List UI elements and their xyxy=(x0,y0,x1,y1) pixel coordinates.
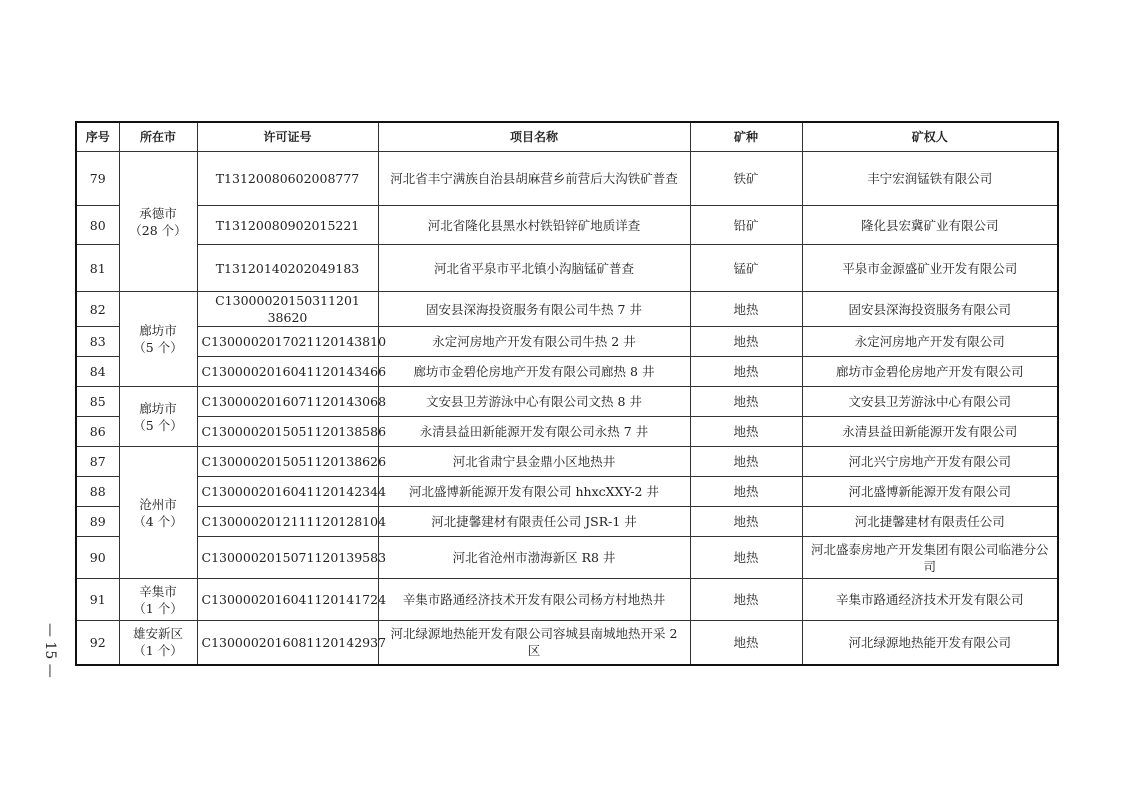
row-license: T13120140202049183 xyxy=(197,245,378,292)
row-mineral: 地热 xyxy=(690,579,802,621)
row-no: 87 xyxy=(76,447,119,477)
col-header-project: 项目名称 xyxy=(378,122,690,152)
row-no: 84 xyxy=(76,357,119,387)
city-cell xyxy=(119,152,197,292)
col-header-no: 序号 xyxy=(76,122,119,152)
row-no: 81 xyxy=(76,245,119,292)
city-name: 承德市 xyxy=(139,205,177,221)
row-owner: 河北绿源地热能开发有限公司 xyxy=(802,621,1058,665)
row-mineral: 地热 xyxy=(690,621,802,665)
row-project: 河北绿源地热能开发有限公司容城县南城地热开采 2 区 xyxy=(378,621,690,665)
row-owner: 辛集市路通经济技术开发有限公司 xyxy=(802,579,1058,621)
row-mineral: 地热 xyxy=(690,357,802,387)
city-count: （1 个） xyxy=(133,643,183,659)
table-row xyxy=(76,447,1058,477)
row-owner: 廊坊市金碧伦房地产开发有限公司 xyxy=(802,357,1058,387)
row-mineral: 铁矿 xyxy=(690,152,802,206)
row-license: C1300002015051120138626 xyxy=(197,447,378,477)
table-header-row xyxy=(76,122,1058,152)
row-owner: 河北盛博新能源开发有限公司 xyxy=(802,477,1058,507)
city-name: 辛集市 xyxy=(139,583,177,599)
city-cell xyxy=(119,621,197,665)
mining-rights-table xyxy=(75,121,1059,666)
city-count: （5 个） xyxy=(133,340,183,355)
table-row xyxy=(76,579,1058,621)
city-count: （5 个） xyxy=(133,417,183,433)
row-no: 86 xyxy=(76,417,119,447)
row-project: 固安县深海投资服务有限公司牛热 7 井 xyxy=(378,292,690,327)
row-owner: 隆化县宏冀矿业有限公司 xyxy=(802,206,1058,245)
row-no: 82 xyxy=(76,292,119,327)
col-header-owner: 矿权人 xyxy=(802,122,1058,152)
table-row xyxy=(76,477,1058,507)
city-count: （4 个） xyxy=(133,513,183,529)
table-row xyxy=(76,245,1058,292)
row-license: C1300002016081120142937 xyxy=(197,621,378,665)
row-no: 90 xyxy=(76,537,119,579)
row-project: 廊坊市金碧伦房地产开发有限公司廊热 8 井 xyxy=(378,357,690,387)
row-license: C1300002016041120143466 xyxy=(197,357,378,387)
row-mineral: 地热 xyxy=(690,292,802,327)
row-no: 89 xyxy=(76,507,119,537)
row-owner: 丰宁宏润锰铁有限公司 xyxy=(802,152,1058,206)
row-no: 92 xyxy=(76,621,119,665)
row-project: 河北捷馨建材有限责任公司 JSR-1 井 xyxy=(378,507,690,537)
row-mineral: 地热 xyxy=(690,507,802,537)
row-project: 河北省肃宁县金鼎小区地热井 xyxy=(378,447,690,477)
city-name: 廊坊市 xyxy=(139,323,177,338)
col-header-city: 所在市 xyxy=(119,122,197,152)
row-owner: 平泉市金源盛矿业开发有限公司 xyxy=(802,245,1058,292)
row-project: 河北盛博新能源开发有限公司 hhxcXXY-2 井 xyxy=(378,477,690,507)
table-row xyxy=(76,537,1058,579)
row-license: C1300002015051120138586 xyxy=(197,417,378,447)
row-owner: 永定河房地产开发有限公司 xyxy=(802,327,1058,357)
table-row xyxy=(76,292,1058,327)
row-owner: 文安县卫芳游泳中心有限公司 xyxy=(802,387,1058,417)
row-mineral: 地热 xyxy=(690,327,802,357)
city-name: 廊坊市 xyxy=(139,400,177,416)
city-cell xyxy=(119,579,197,621)
row-owner: 固安县深海投资服务有限公司 xyxy=(802,292,1058,327)
row-mineral: 铅矿 xyxy=(690,206,802,245)
city-count: （28 个） xyxy=(129,222,187,238)
city-name: 雄安新区 xyxy=(132,626,183,642)
row-license: T13120080602008777 xyxy=(197,152,378,206)
row-mineral: 锰矿 xyxy=(690,245,802,292)
city-cell xyxy=(119,447,197,579)
row-license: C1300002015071120139583 xyxy=(197,537,378,579)
row-project: 河北省丰宁满族自治县胡麻营乡前营后大沟铁矿普查 xyxy=(378,152,690,206)
col-header-license: 许可证号 xyxy=(197,122,378,152)
row-mineral: 地热 xyxy=(690,387,802,417)
row-no: 91 xyxy=(76,579,119,621)
table-row xyxy=(76,507,1058,537)
row-no: 79 xyxy=(76,152,119,206)
row-license: C1300002016041120142344 xyxy=(197,477,378,507)
row-mineral: 地热 xyxy=(690,447,802,477)
table-row xyxy=(76,327,1058,357)
row-mineral: 地热 xyxy=(690,477,802,507)
row-license: C1300002016041120141724 xyxy=(197,579,378,621)
row-license: C1300002017021120143810 xyxy=(197,327,378,357)
row-owner: 河北捷馨建材有限责任公司 xyxy=(802,507,1058,537)
row-license: C1300002012111120128104 xyxy=(197,507,378,537)
row-project: 永定河房地产开发有限公司牛热 2 井 xyxy=(378,327,690,357)
table-row xyxy=(76,387,1058,417)
row-no: 83 xyxy=(76,327,119,357)
row-no: 88 xyxy=(76,477,119,507)
row-no: 85 xyxy=(76,387,119,417)
row-mineral: 地热 xyxy=(690,417,802,447)
row-no: 80 xyxy=(76,206,119,245)
row-owner: 河北盛泰房地产开发集团有限公司临港分公司 xyxy=(802,537,1058,579)
table-row xyxy=(76,152,1058,206)
table-row xyxy=(76,621,1058,665)
row-owner: 河北兴宁房地产开发有限公司 xyxy=(802,447,1058,477)
row-owner: 永清县益田新能源开发有限公司 xyxy=(802,417,1058,447)
city-count: （1 个） xyxy=(133,600,183,616)
row-project: 文安县卫芳游泳中心有限公司文热 8 井 xyxy=(378,387,690,417)
row-mineral: 地热 xyxy=(690,537,802,579)
row-license: C1300002016071120143068 xyxy=(197,387,378,417)
table-row xyxy=(76,206,1058,245)
row-license: T13120080902015221 xyxy=(197,206,378,245)
city-cell xyxy=(119,387,197,447)
table-row xyxy=(76,417,1058,447)
row-project: 河北省平泉市平北镇小沟脑锰矿普查 xyxy=(378,245,690,292)
row-project: 河北省隆化县黑水村铁铅锌矿地质详查 xyxy=(378,206,690,245)
city-name: 沧州市 xyxy=(139,496,177,512)
table-row xyxy=(76,357,1058,387)
row-project: 河北省沧州市渤海新区 R8 井 xyxy=(378,537,690,579)
row-license: C13000020150311201​38620 xyxy=(197,292,378,327)
city-cell xyxy=(119,292,197,387)
page-number: — 15 — xyxy=(42,622,58,678)
col-header-mineral: 矿种 xyxy=(690,122,802,152)
row-project: 辛集市路通经济技术开发有限公司杨方村地热井 xyxy=(378,579,690,621)
row-project: 永清县益田新能源开发有限公司永热 7 井 xyxy=(378,417,690,447)
